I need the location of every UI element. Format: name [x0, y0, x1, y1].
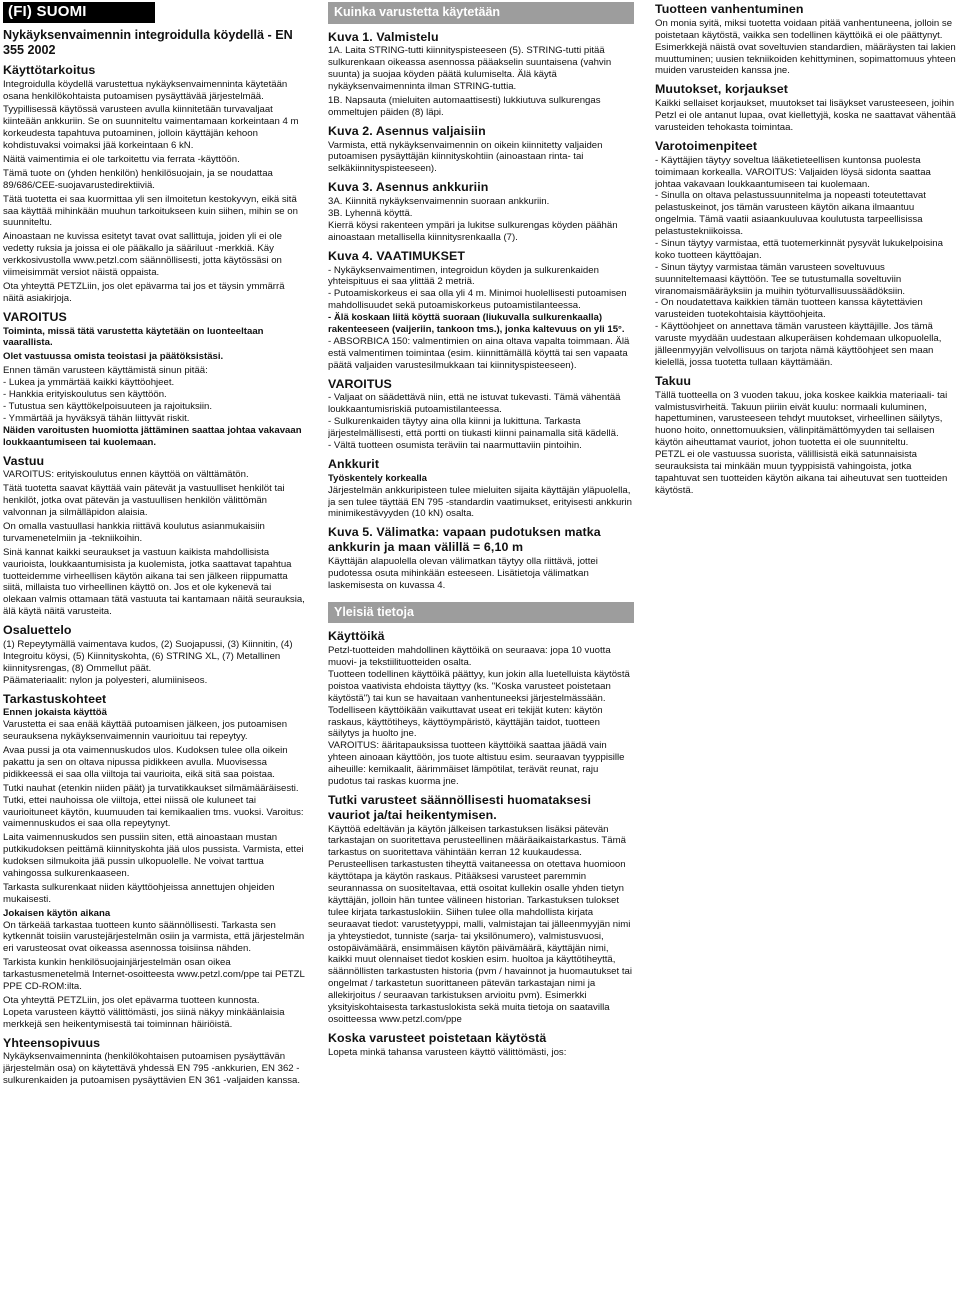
- purpose-p7: Ota yhteyttä PETZLiin, jos olet epävarma tai jos et täysin ymmärrä näitä asiakirjoja.: [3, 280, 285, 304]
- inspection-p7: Tarkista kunkin henkilösuojainjärjestelmän osan oikea tarkastusmenetelmä Internet-osoitteesta www.petzl.com/ppe tai PETZL PPE CD-ROM:ilta.: [3, 957, 305, 992]
- section-nomenclature: [3, 623, 305, 686]
- howto-section-bar: Kuinka varustetta käytetään: [328, 2, 634, 24]
- inspection-sub-before-use: Ennen jokaista käyttöä: [3, 707, 107, 719]
- section-lifetime: [328, 629, 634, 788]
- anchors-sub: Työskentely korkealla: [328, 472, 428, 484]
- nomenclature-heading: Osaluettelo: [3, 623, 72, 638]
- inspection-p6: On tärkeää tarkastaa tuotteen kunto säännöllisesti. Tarkasta sen kytkennät toisiin varustejärjestelmän osiin ja varmista, että järjestelmän eri varusteosat ovat oikeassa asennossa toisiinsa nähden.: [3, 919, 305, 955]
- column-middle: [328, 2, 634, 1294]
- periodic-heading: Tutki varusteet säännöllisesti huomataksesi vauriot ja/tai heikentymisen.: [328, 792, 591, 822]
- anchors-heading: Ankkurit: [328, 456, 380, 471]
- inspection-p4: Laita vaimennuskudos sen pussiin siten, että ainoastaan mustan putkikudoksen peittämä kiinnityskohta jää ulos pussista. Varmista, ettei kudoksen silmukoita jää pussin ulkopuolelle. Ne voivat tarttua vahingossa sulkurenkaaseen.: [3, 832, 304, 879]
- section-compatibility: [3, 1036, 305, 1088]
- lifetime-p3: Todelliseen käyttöikään vaikuttavat useat eri tekijät kuten: käytön raskaus, käyttötiheys, käyttöympäristö, käyttäjän taidot, tuotteen säilytys ja huolto jne.: [328, 704, 603, 740]
- warning2-p1: - Valjaat on säädettävä niin, että ne istuvat tukevasti. Tämä vähentää loukkaantumisriskiä putoamistilanteessa.: [328, 392, 621, 416]
- responsibility-p2: Tätä tuotetta saavat käyttää vain pätevät ja vastuulliset henkilöt tai henkilöt, jotka ovat pätevän ja vastuullisen henkilön välittömän valvonnan ja silmälläpidon alaisia.: [3, 483, 285, 519]
- fig3-heading: Kuva 3. Asennus ankkuriin: [328, 180, 489, 195]
- obsolescence-p1: On monia syitä, miksi tuotetta voidaan pitää vanhentuneena, jolloin se poistetaan käytöstä, vaikka sen todellinen käyttöikä ei ole päättynyt. Esimerkkejä näistä ovat soveltuvien standardien, määräysten tai lakien muuttuminen; uusien tekniikoiden kehittyminen, sopimattomuus yhteen muiden varusteiden kanssa jne.: [655, 17, 956, 77]
- inspection-p8: Ota yhteyttä PETZLiin, jos olet epävarma tuotteen kunnosta.: [3, 994, 260, 1006]
- warning-closing: Näiden varoitusten huomiotta jättäminen saattaa johtaa vakavaan loukkaantumiseen tai kuolemaan.: [3, 424, 302, 448]
- precautions-p1: - Käyttäjien täytyy soveltua lääketieteellisen kuntonsa puolesta toimimaan korkealla. VAROITUS: Valjaiden löysä sidonta saattaa johtaa vakavaan loukkaantumiseen tai kuolemaan.: [655, 154, 931, 190]
- fig4-heading: Kuva 4. VAATIMUKSET: [328, 248, 466, 263]
- precautions-p3: - Sinun täytyy varmistaa, että tuotemerkinnät pysyvät lukukelpoisina koko tuotteen käyttöajan.: [655, 237, 943, 261]
- fig4-p2: - Putoamiskorkeus ei saa olla yli 4 m. Minimoi huolellisesti putoamisen mahdollisuudet sekä putoamiskorkeus putoamistilanteessa.: [328, 288, 627, 312]
- retire-p1: Lopeta minkä tahansa varusteen käyttö välittömästi, jos:: [328, 1046, 567, 1058]
- inspection-heading: Tarkastuskohteet: [3, 691, 107, 706]
- nomenclature-p2: Päämateriaalit: nylon ja polyesteri, alumiiniseos.: [3, 674, 208, 686]
- fig3-p2: 3B. Lyhennä köyttä.: [328, 208, 413, 220]
- compatibility-p1: Nykäyksenvaimenninta (henkilökohtaisen putoamisen pysäyttävän järjestelmän osa) on käytettävä yhdessä EN 795 -ankkurien, EN 362 -sulkurenkaiden ja putoamisen pysäyttävien EN 361 -valjaiden kanssa.: [3, 1051, 301, 1087]
- section-purpose: [3, 63, 305, 305]
- fig4-p3: - Älä koskaan liitä köyttä suoraan (liukuvalla sulkurenkaalla) rakenteeseen (vaijeriin, tankoon tms.), jonka kaltevuus on yli 15°.: [328, 312, 625, 336]
- lifetime-p2: Tuotteen todellinen käyttöikä päättyy, kun jokin alla luetelluista käytöstä poistoa vaativista ehdoista täyttyy (ks. "Koska varusteet poistetaan käytöstä") tai kun se havaitaan vanhentuneeksi järjestelmässään.: [328, 668, 630, 704]
- precautions-p2: - Sinulla on oltava pelastussuunnitelma ja nopeasti toteutettavat pelastuskeinot, jos tämän varusteen käytön aikana ilmaantuu ongelmia. Tämä vaatii asiaankuuluvaa koulutusta tarpeellisissa pelastustekniikoissa.: [655, 190, 926, 238]
- fig4-p1: - Nykäyksenvaimentimen, integroidun köyden ja sulkurenkaiden yhteispituus ei saa ylittää 2 metriä.: [328, 264, 599, 288]
- warning2-p3: - Vältä tuotteen osumista teräviin tai naarmuttaviin pintoihin.: [328, 440, 582, 452]
- responsibility-heading: Vastuu: [3, 453, 45, 468]
- inspection-p2: Avaa pussi ja ota vaimennuskudos ulos. Kudoksen tulee olla oikein pakattu ja sen on oltava nipussa pidikkeen avulla. Muovisessa pidikkeessä ei saa olla viiltoja tai vaurioita, eikä sitä saa poistaa.: [3, 745, 288, 780]
- section-obsolescence: [655, 2, 957, 77]
- warning-bold-2: Olet vastuussa omista teoistasi ja päätöksistäsi.: [3, 351, 224, 363]
- section-fig4: [328, 249, 634, 372]
- section-inspection: [3, 692, 305, 1031]
- purpose-p1: Integroidulla köydellä varustettua nykäyksenvaimenninta käytetään osana henkilökohtaista putoamisen pysäyttävää järjestelmää.: [3, 78, 288, 102]
- fig2-p1: Varmista, että nykäyksenvaimennin on oikein kiinnitetty valjaiden putoamisen pysäyttäjän kiinnityskohtiin (ainoastaan rinta- tai selkäkiinnityspisteeseen).: [328, 139, 603, 175]
- compatibility-heading: Yhteensopivuus: [3, 1035, 101, 1050]
- warning-heading: VAROITUS: [3, 309, 67, 324]
- column-left: [3, 2, 305, 1294]
- periodic-p1: Käyttöä edeltävän ja käytön jälkeisen tarkastuksen lisäksi pätevän tarkastajan on suoritettava perusteellinen määräaikaistarkastus. Tämä tarkastus on suoritettava vähintään kerran 12 kuukaudessa.: [328, 823, 626, 859]
- warning-bold-1: Toiminta, missä tätä varustetta käytetään on luonteeltaan vaarallista.: [3, 325, 264, 349]
- warning-item: - Tutustua sen käyttökelpoisuuteen ja rajoituksiin.: [3, 400, 213, 412]
- section-fig5: [328, 525, 634, 591]
- warning-item: - Hankkia erityiskoulutus sen käyttöön.: [3, 389, 167, 401]
- warranty-heading: Takuu: [655, 373, 692, 388]
- warning-item: - Ymmärtää ja hyväksyä tähän liittyvät riskit.: [3, 412, 190, 424]
- fig1-p2: 1B. Napsauta (mieluiten automaattisesti) lukkiutuva sulkurengas ommeltujen päiden (8) läpi.: [328, 94, 601, 118]
- section-warranty: [655, 374, 957, 497]
- retire-heading: Koska varusteet poistetaan käytöstä: [328, 1030, 547, 1045]
- column-right: [655, 2, 957, 1294]
- purpose-p3: Näitä vaimentimia ei ole tarkoitettu via ferrata -käyttöön.: [3, 154, 240, 166]
- precautions-p4: - Sinun täytyy varmistaa tämän varusteen soveltuvuus suunniteltemaasi käyttöön. Tee se tutustumalla soveltuviin viranomaismääräyksiin ja muihin työturvallisuussäädöksiin.: [655, 261, 906, 297]
- fig1-p1: 1A. Laita STRING-tutti kiinnityspisteeseen (5). STRING-tutti pitää sulkurenkaan oikeassa asennossa pääakselin suuntaisena (vahvin suunta) ja suojaa köyden päätä kulumiselta. Älä käytä nykäyksenvaimenninta ilman STRING-tuttia.: [328, 45, 612, 93]
- responsibility-p4: Sinä kannat kaikki seuraukset ja vastuun kaikista mahdollisista vaurioista, loukkaantumisista ja kuolemista, jotka saattavat tapahtua tuotteidemme virheellisen käytön aikana tai sen jälkeen riippumatta siitä, millaista tuo virheellinen käyttö on. Jos et ole kykenevä tai olekaan valmis ottamaan tätä vastuuta tai kantamaan näitä seurauksia, älä käytä näitä varusteita.: [3, 546, 305, 618]
- section-fig1: [328, 30, 634, 119]
- responsibility-p1: VAROITUS: erityiskoulutus ennen käyttöä on välttämätön.: [3, 469, 249, 481]
- responsibility-p3: On omalla vastuullasi hankkia riittävä koulutus asianmukaisiin turvamenetelmiin ja -tekniikoihin.: [3, 520, 265, 544]
- section-warning-2: [328, 377, 634, 452]
- fig2-heading: Kuva 2. Asennus valjaisiin: [328, 123, 486, 138]
- fig4-p4: - ABSORBICA 150: valmentimien on aina oltava vapalta toimmaan. Älä estä valmentimen toimintaa (esim. kiinnittämällä köyttä tai sen vapaata päätä valjaiden varustesilmukkaan tai kiinnityspisteeseen).: [328, 335, 630, 371]
- precautions-p6: - Käyttöohjeet on annettava tämän varusteen käyttäjille. Jos tämä varuste myydään uudestaan alkuperäisen kohdemaan ulkopuolella, jälleenmyyjän velvollisuus on tarjota nämä käyttöohjeet sen maan kielellä, jossa tuotetta tullaan käyttämään.: [655, 321, 942, 368]
- fig5-p1: Käyttäjän alapuolella olevan välimatkan täytyy olla riittävä, jottei pudotessa osuta mihinkään esteeseen. Lisätietoja välimatkan laskemisesta on kuvassa 4.: [328, 556, 598, 591]
- section-anchors: [328, 457, 634, 520]
- purpose-p5: Tätä tuotetta ei saa kuormittaa yli sen ilmoitetun kestokyvyn, eikä sitä saa käyttää mihinkään muuhun tarkoitukseen kuin siihen, mihin se on suunniteltu.: [3, 193, 298, 229]
- section-precautions: [655, 139, 957, 369]
- lifetime-heading: Käyttöikä: [328, 629, 385, 644]
- purpose-p2: Tyypillisessä käytössä varusteen avulla kiinnitetään turvavaljaat kiinteään ankkuriin. Se on suunniteltu vaimentamaan korkeintaan 4 m korkeudesta tapahtuva putoaminen, jolloin käyttäjän kehoon kohdistuvaksi voimaksi jää korkeintaan 6 kN.: [3, 104, 299, 152]
- fig3-p3: Kierrä köysi rakenteen ympäri ja lukitse sulkurengas köyden päähän ainoastaan metallisella kiinnitysrenkaalla (7).: [328, 219, 618, 243]
- section-modifications: [655, 82, 957, 134]
- purpose-p4: Tämä tuote on (yhden henkilön) henkilösuojain, ja se noudattaa 89/686/CEE-suojavarustedirektiiviä.: [3, 167, 273, 191]
- section-periodic-inspection: [328, 793, 634, 1026]
- warranty-p2: PETZL ei ole vastuussa suorista, välillisistä eikä satunnaisista seurauksista tai minkään muun tyyppisistä vahingoista, jotka tapahtuvat sen tuotteiden käytön aikana tai aiheutuvat sen tuotteiden käytöstä.: [655, 449, 948, 496]
- inspection-p5: Tarkasta sulkurenkaat niiden käyttöohjeissa annettujen ohjeiden mukaisesti.: [3, 881, 275, 905]
- purpose-heading: Käyttötarkoitus: [3, 62, 96, 77]
- periodic-p2: Perusteellisen tarkastusten tiheyttä vaitaneessa on otettava huomioon käyttötapa ja käytön raskaus. Pitääksesi varusteet paremmin seurannassa on suositeltavaa, että osoitat kullekin osalle yhden tietyn käyttäjän, jolloin hän tuntee välineen historian. Tarkastuksen tulokset tulee kirjata tarkastuslokiin. Siihen tulee olla mahdollista kirjata seuraavat tiedot: varustetyyppi, malli, valmistajan tai jälleenmyyjän nimi ja yhteystiedot, tunniste (sarja- tai yksilönumero), valmistusvuosi, ostopäivämäärä, ensimmäisen käytön päivämäärä, käyttäjän nimi, kaikki muut olennaiset tiedot koskien esim. huoltoa ja käyttötiheyttä, säännöllisten tarkastusten historia (pvm / havainnot ja huomautukset tai ongelmat / tarkastetun suorittaneen pätevän tarkastajan nimi ja allekirjoitus / seuraavan tarkistuksen arvioitu pvm). Esimerkki yksityiskohtaisesta tarkastuslokista sekä muita tietoja on saatavilla osoitteessa www.petzl.com/ppe: [328, 859, 632, 1025]
- nomenclature-p1: (1) Repeytymällä vaimentava kudos, (2) Suojapussi, (3) Kiinnitin, (4) Integroitu köysi, (5) Kiinnityskohta, (6) STRING XL, (7) Metallinen kiinnitysrengas, (8) Ommellut päät.: [3, 638, 293, 674]
- purpose-p6: Ainoastaan ne kuvissa esitetyt tavat ovat sallittuja, joiden yli ei ole vedetty ruksia ja joissa ei ole pääkallo ja sääriluut -merkkiä. Käy verkkosivustolla www.petzl.com säännöllisesti, jotta käytössäsi on viimeisimmät versiot näistä oppaista.: [3, 231, 282, 279]
- section-fig3: [328, 180, 634, 243]
- fig5-heading: Kuva 5. Välimatka: vapaan pudotuksen matka ankkurin ja maan välillä = 6,10 m: [328, 525, 601, 555]
- section-warning: [3, 310, 305, 449]
- warning2-heading: VAROITUS: [328, 376, 392, 391]
- inspection-sub-during-use: Jokaisen käytön aikana: [3, 907, 111, 919]
- section-fig2: [328, 124, 634, 176]
- modifications-p1: Kaikki sellaiset korjaukset, muutokset tai lisäykset varusteeseen, joihin Petzl ei ole antanut lupaa, ovat kiellettyjä, koska ne saattavat vähentää varusteiden tehokasta toimintaa.: [655, 98, 956, 133]
- warning2-p2: - Sulkurenkaiden täytyy aina olla kiinni ja lukittuna. Tarkasta järjestelmällisesti, että portti on tiukasti kiinni painamalla sitä kädellä.: [328, 416, 619, 440]
- fig3-p1: 3A. Kiinnitä nykäyksenvaimennin suoraan ankkuriin.: [328, 196, 550, 208]
- language-banner: (FI) SUOMI: [3, 2, 155, 23]
- warranty-p1: Tällä tuotteella on 3 vuoden takuu, joka koskee kaikkia materiaali- tai valmistusvirheitä. Takuun piiriin eivät kuulu: normaali kuluminen, hapettuminen, varusteeseen tehdyt muutokset, virheellinen säilytys, huono hoito, onnettomuuksien, välinpitämättömyyden tai sellaisen käytön aiheuttamat vauriot, johon tuotetta ei ole suunniteltu.: [655, 389, 948, 449]
- section-retire: [328, 1031, 634, 1059]
- general-section-bar: Yleisiä tietoja: [328, 602, 634, 624]
- modifications-heading: Muutokset, korjaukset: [655, 82, 788, 97]
- inspection-p9: Lopeta varusteen käyttö välittömästi, jos siinä näkyy minkäänlaisia merkkejä sen heikentymisestä tai toiminnan häiriöistä.: [3, 1006, 285, 1030]
- obsolescence-heading: Tuotteen vanhentuminen: [655, 2, 804, 16]
- anchors-p1: Järjestelmän ankkuripisteen tulee mieluiten sijaita käyttäjän yläpuolella, ja sen tulee täyttää EN 795 -standardin vaatimukset, erityisesti ankkurin minimikestävyyden (10 kN) osalta.: [328, 484, 632, 520]
- inspection-p1: Varustetta ei saa enää käyttää putoamisen jälkeen, jos putoamisen seurauksena nykäyksenvaimennin vaurioituu tai repeytyy.: [3, 719, 288, 743]
- warning-intro: Ennen tämän varusteen käyttämistä sinun pitää:: [3, 365, 208, 377]
- warning-item: - Lukea ja ymmärtää kaikki käyttöohjeet.: [3, 377, 175, 389]
- lifetime-p4: VAROITUS: ääritapauksissa tuotteen käyttöikä saattaa jäädä vain yhteen ainoaan käyttöön, jos tuote altistuu esim. seuraavan tyyppisille aiheuille: kemikaalit, äärimmäiset lämpötilat, terävät reunat, raju pudotus tai raskas kuorma jne.: [328, 740, 625, 787]
- document-title: Nykäyksenvaimennin integroidulla köydellä - EN 355 2002: [3, 27, 293, 57]
- fig1-heading: Kuva 1. Valmistelu: [328, 29, 439, 44]
- precautions-heading: Varotoimenpiteet: [655, 138, 758, 153]
- inspection-p3: Tutki nauhat (etenkin niiden päät) ja turvatikkaukset silmämääräisesti. Tutki, ettei nauhoissa ole viiltoja, ettei niissä ole kuluneet tai vaurioituneet käytön, kuumuuden tai kemikaalien tms. vuoksi. Varoitus: vaimennuskudos ei saa olla repeytynyt.: [3, 782, 304, 830]
- precautions-p5: - On noudatettava kaikkien tämän tuotteen kanssa käytettävien varusteiden tuotekohtaisia käyttöohjeita.: [655, 297, 923, 321]
- section-responsibility: [3, 454, 305, 619]
- lifetime-p1: Petzl-tuotteiden mahdollinen käyttöikä on seuraava: jopa 10 vuotta muovi- ja tekstiilituotteiden osalta.: [328, 645, 611, 669]
